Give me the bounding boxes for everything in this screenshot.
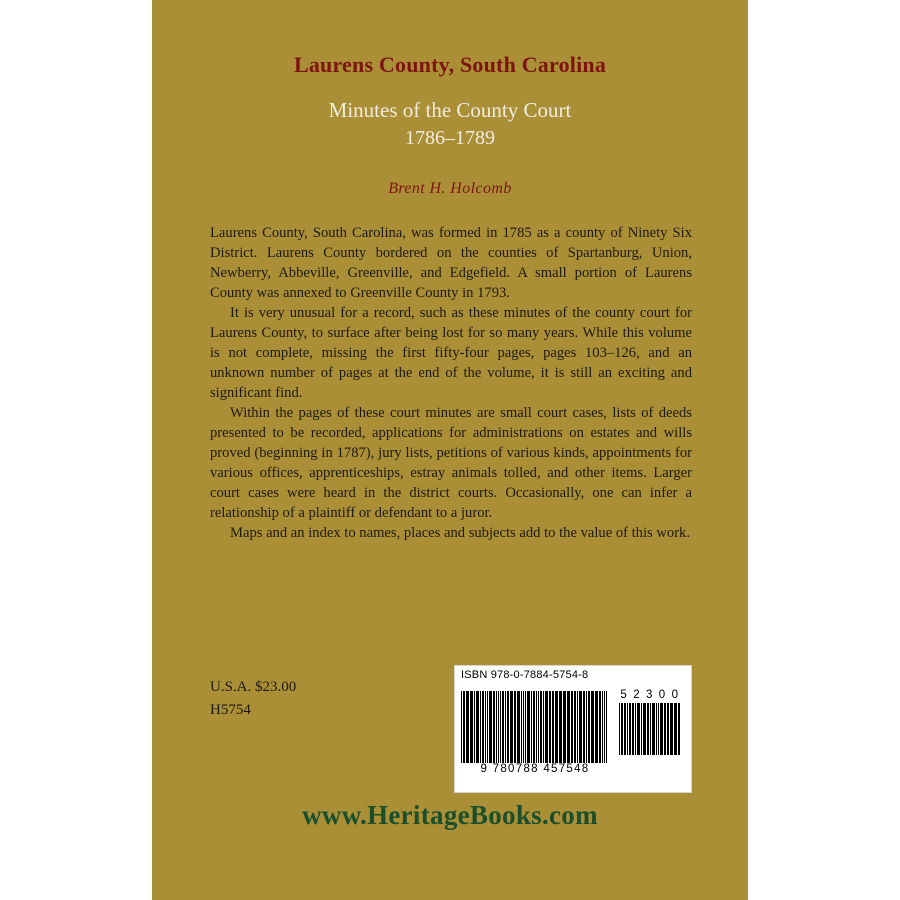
publisher-website[interactable]: www.HeritageBooks.com — [302, 800, 598, 830]
price-text: U.S.A. $23.00 — [210, 679, 297, 695]
paragraph: Maps and an index to names, places and subjects add to the value of this work. — [230, 524, 690, 541]
price-block — [210, 676, 296, 721]
barcode-bars — [455, 681, 691, 781]
book-back-cover — [152, 0, 748, 900]
description-text — [210, 224, 692, 544]
subtitle-line-2: 1786–1789 — [405, 126, 495, 149]
paragraph: Within the pages of these court minutes are small court cases, lists of deeds presented to be recorded, applications for administrations on estates and wills proved (beginning in 1787), jury lists, petitions of various kinds, appointments for various offices, apprenticeships, estray animals tolled, and other items. Larger court cases were heard in the district courts. Occasionally, one can infer a relationship of a plaintiff or defendant to a juror. — [210, 404, 692, 521]
title-block — [152, 0, 748, 198]
barcode — [454, 665, 692, 793]
item-number-text: H5754 — [210, 701, 251, 718]
paragraph: It is very unusual for a record, such as these minutes of the county court for Laurens County, to surface after being lost for so many years. While this volume is not complete, missing the first fifty-four pages, pages 103–126, and an unknown number of pages at the end of the volume, it is still an exciting and significant find. — [210, 304, 692, 401]
barcode-main-digits: 9 780788 457548 — [480, 763, 590, 775]
barcode-main-bars — [461, 691, 609, 763]
barcode-addon-digits: 5 2 3 0 0 — [620, 689, 680, 701]
isbn-label: ISBN 978-0-7884-5754-8 — [461, 669, 589, 681]
page-title: Laurens County, South Carolina — [293, 52, 607, 77]
author-name: Brent H. Holcomb — [388, 179, 512, 197]
subtitle-line-1: Minutes of the County Court — [328, 98, 572, 123]
subtitle — [152, 96, 748, 151]
paragraph: Laurens County, South Carolina, was formed in 1785 as a county of Ninety Six District. Laurens County bordered on the counties of Spartanburg, Union, Newberry, Abbeville, Greenville, and Edgefield. A small portion of Laurens County was annexed to Greenville County in 1793. — [210, 224, 692, 301]
barcode-addon-bars — [619, 703, 681, 755]
